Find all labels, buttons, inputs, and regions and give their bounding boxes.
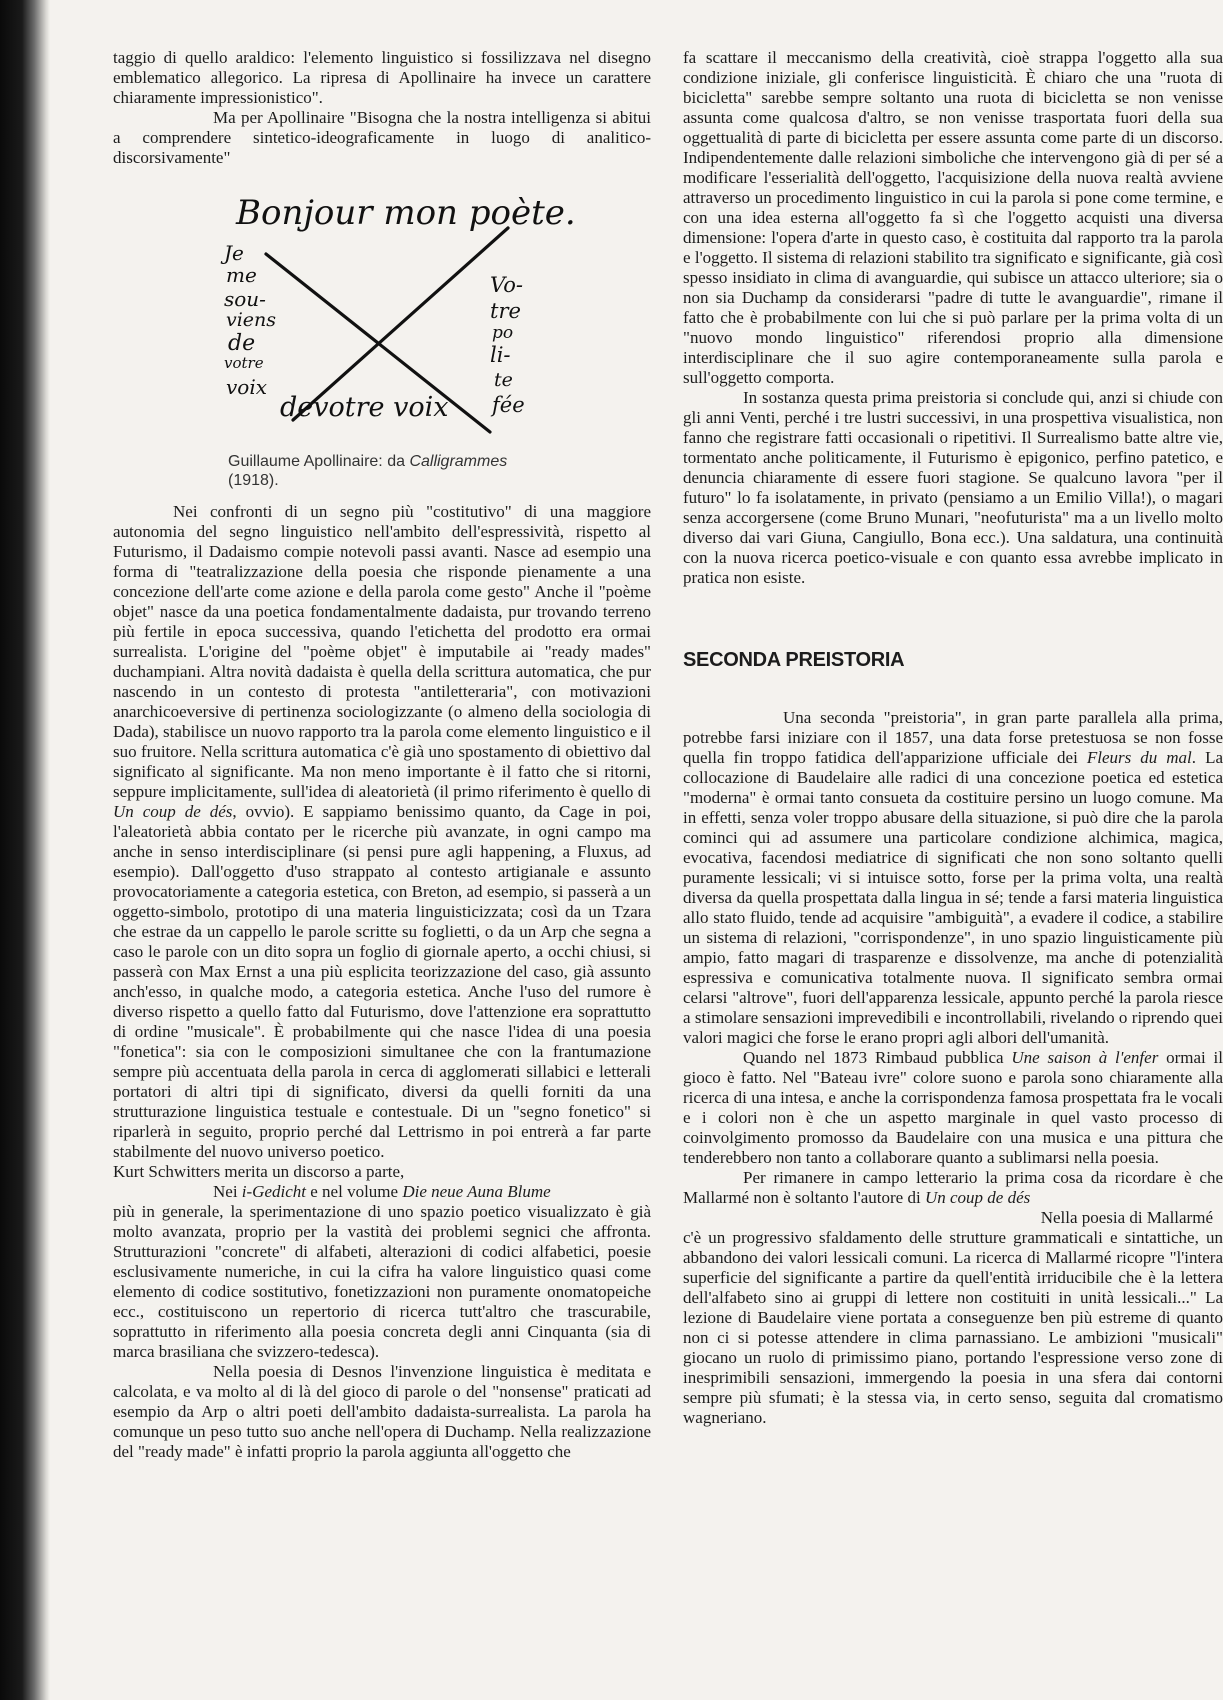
- left-paragraph-5: [113, 1182, 651, 1202]
- right-paragraph-5-italic: Un coup de dés: [924, 1188, 1031, 1207]
- left-paragraph-6: Nella poesia di Desnos l'invenzione linguistica è meditata e calcolata, e va molto al di là del gioco di parole o del "nonsense" praticati ad esempio da Arp o altri poeti dell'ambito dadaista-surrealista. La parola ha comunque un peso tutto suo anche nell'opera di Duchamp. Nella realizzazione del "ready made" è infatti proprio la parola aggiunta all'oggetto che: [113, 1362, 651, 1461]
- right-paragraph-2: In sostanza questa prima preistoria si conclude qui, anzi si chiude con gli anni Venti, perché i tre lustri successivi, in una prospettiva visualistica, non fanno che registrare fatti occasionali o ripetitivi. Il Surrealismo batte altre vie, tormentato anche politicamente, il Futurismo è epigonico, perfino patetico, e denuncia chiaramente di essere fuori stagione. Se qualcuno lavora "per il futuro" lo fa isolatamente, in privato (pensiamo a un Emilio Villa!), o magari senza accorgersene (come Bruno Munari, "neofuturista" ma a un livello molto diverso dai vari Giuna, Cangiullo, Bona ecc.). Una saldatura, una continuità con la nuova ricerca poetico-visuale e con quanto essa avrebbe implicato in pratica non esiste.: [683, 388, 1223, 587]
- left-paragraph-5-lead: Nei: [213, 1182, 242, 1201]
- right-paragraph-3-italic: Fleurs du mal: [1086, 748, 1192, 767]
- right-column: [683, 48, 1223, 1428]
- calligram-right-word-4: li-: [490, 343, 511, 367]
- calligram-right-word-6: fée: [492, 393, 525, 417]
- left-paragraph-4: Kurt Schwitters merita un discorso a parte,: [113, 1162, 405, 1181]
- calligram-left-word-7: voix: [226, 375, 268, 399]
- right-paragraph-5-text: Per rimanere in campo letterario la prima cosa da ricordare è che Mallarmé non è soltanto l'autore di: [683, 1168, 1223, 1207]
- caption-title: Calligrammes: [409, 453, 508, 470]
- calligram-right-word-2: tre: [490, 299, 521, 323]
- left-paragraph-5-italic-2: Die neue Auna Blume: [402, 1182, 551, 1201]
- left-paragraph-3-text: Nei confronti di un segno più "costitutivo" di una maggiore autonomia del segno linguistico nell'ambito dell'espressività, rispetto al Futurismo, il Dadaismo compie notevoli passi avanti. Nasce ad esempio una forma di "teatralizzazione della poesia che risponde pienamente a una concezione dell'arte come azione e della parola come gesto" Anche il "poème objet" nasce da una poetica fondamentalmente dadaista, pur trovando terreno più fertile in epoca successiva, quando l'etichetta del prodotto era ormai surrealista. L'origine del "poème objet" è imputabile ai "ready mades" duchampiani. Altra novità dadaista è quella della scrittura automatica, che pur nascendo in un contesto di protesta "antiletteraria", con motivazioni anarchicoeversive di pertinenza sociologizzante (o almeno della sociologia di Dada), stabilisce un nuovo rapporto tra la parola come elemento linguistico e il suo fruitore. Nella scrittura automatica c'è già uno spostamento di obiettivo dal significato al significante. Ma non meno importante è il fatto che si ritorni, seppure implicitamente, sull'idea di aleatorietà (il primo riferimento è quello di: [113, 502, 651, 801]
- right-paragraph-3-text: Una seconda "preistoria", in gran parte parallela alla prima, potrebbe farsi iniziare con il 1857, una data forse pretestuosa se non fosse quella fin troppo fatidica dell'apparizione ufficiale dei: [683, 708, 1223, 767]
- right-paragraph-3-continuation: . La collocazione di Baudelaire alle radici di una concezione poetica ed estetica "moderna" è ormai tanto consueta da costituire persino un luogo comune. Ma in effetti, senza voler troppo abusare della situazione, si può dire che la parola cominci qui ad assumere una particolare condizione alchimica, magica, evocativa, facendosi mediatrice di significati che non sono soltanto quelli puramente lessicali; vi si intuisce sotto, forse per la prima volta, una realtà diversa da quella prospettata dalla lingua in sé; tende a farsi materia linguistica allo stato fluido, tende ad acquisire "ambiguità", a evadere il codice, a stabilire un sistema di relazioni, "corrispondenze", in uno spazio linguisticamente più ampio, fatto magari di trasparenze e dissolvenze, ma anche di potenzialità espressiva e comunicativa totalmente nuova. Il significato sembra ormai celarsi "altrove", fuori dell'apparenza lessicale, appunto perché la parola riesce a stimolare sensazioni imprevedibili e incontrollabili, rivelando o riprendo quei valori magici che forse le erano propri agli albori dell'umanità.: [683, 748, 1223, 1047]
- right-paragraph-6-lead: Nella poesia di Mallarmé: [1040, 1208, 1213, 1227]
- calligram-top-line: Bonjour mon poète.: [236, 193, 576, 233]
- right-paragraph-1: fa scattare il meccanismo della creatività, cioè strappa l'oggetto alla sua condizione iniziale, gli conferisce linguisticità. È chiaro che una "ruota di bicicletta" sarebbe sempre soltanto una ruota di bicicletta se non venisse assunta come qualcosa d'altro, se non venisse trasportata fuori della sua oggettualità di parte di bicicletta per essere assunta come parte di un discorso. Indipendentemente dalle relazioni simboliche che intervengono già di per sé a modificare l'esserialità dell'oggetto, l'acquisizione della nuova realtà avviene attraverso un procedimento linguistico in cui la parola si pone come termine, e con una idea esterna all'oggetto fa sì che l'oggetto acquisti una diversa dimensione: l'opera d'arte in questo caso, è costituita dal rapporto tra la parola e l'oggetto. Il sistema di relazioni stabilito tra significato e significante, già così spesso insidiato in clima di avanguardie, qui subisce un attacco ulteriore; sia o non sia Duchamp da considerarsi "padre di tutte le avanguardie", rimane il fatto che è probabilmente con lui che si può parlare per la prima volta di un "nuovo mondo linguistico" riferendosi proprio alla dimensione interdisciplinare che il suo agire contemporaneamente sulla parola e sull'oggetto comporta.: [683, 48, 1223, 387]
- calligram-left-word-1: Je: [224, 241, 244, 265]
- left-paragraph-3-continuation: , ovvio). E sappiamo benissimo quanto, da Cage in poi, l'aleatorietà abbia contato per le ricerche più avanzate, in ogni campo ma anche in senso interdisciplinare (si pensi pure agli happening, a Fluxus, ad esempio). Dall'oggetto d'uso strappato al contesto artigianale e assunto provocatoriamente a categoria estetica, con Breton, ad esempio, si passerà a un oggetto-simbolo, prototipo di una materia linguisticizzata; così da un Tzara che estrae da un cappello le parole scritte su foglietti, o da un Arp che segna a caso le parole con un dito sopra un foglio di giornale aperto, a occhi chiusi, si passerà con Max Ernst a una più esplicita teorizzazione del caso, già assunto anch'esso, in qualche modo, a categoria estetica. Anche l'uso del rumore è diverso rispetto a quello fatto dal Futurismo, dove l'attenzione era soprattutto di ordine "musicale". È probabilmente qui che nasce l'idea di una poesia "fonetica": sia con le composizioni simultanee che con la frantumazione sempre più accentuata della parola in cerca di agglomerati sillabici e letterali portatori di altri tipi di significato, diversi da quelli forniti da una strutturazione linguistica testuale e contestuale. Di un "segno fonetico" si riparlerà in seguito, proprio perché dal Lettrismo in poi entrerà a far parte stabilmente del nuovo universo poetico.: [113, 802, 652, 1161]
- left-paragraph-2: Ma per Apollinaire "Bisogna che la nostra intelligenza si abitui a comprendere sintetico-ideograficamente in luogo di analitico-discorsivamente": [113, 108, 651, 167]
- left-paragraph-1: taggio di quello araldico: l'elemento linguistico si fossilizzava nel disegno emblematico allegorico. La ripresa di Apollinaire ha invece un carattere chiaramente impressionistico".: [113, 48, 651, 107]
- caption-year: (1918).: [228, 472, 279, 489]
- calligram-left-word-2: me: [226, 263, 257, 287]
- calligram-figure: [113, 182, 651, 502]
- calligram-right-word-3: po: [492, 323, 514, 343]
- calligram-drawing: [218, 182, 576, 442]
- calligram-left-word-5: de: [228, 331, 256, 356]
- figure-caption: [228, 452, 548, 490]
- left-paragraph-3-italic: Un coup de dés: [113, 802, 233, 821]
- left-paragraph-3: [113, 502, 651, 1162]
- calligram-left-word-6: votre: [224, 354, 264, 372]
- right-paragraph-6: c'è un progressivo sfaldamento delle strutture grammaticali e sintattiche, un abbandono dei valori lessicali comuni. La ricerca di Mallarmé ricopre "l'intera superficie del significante a partire da quell'entità irriducibile che è la lettera dell'alfabeto sino ai gruppi di lettere non costituiti in unità lessicali..." La lezione di Baudelaire viene portata a conseguenze ben più estreme di quanto non ci si potesse attendere in clima parnassiano. Le ambizioni "musicali" giocano un ruolo di primissimo piano, portando l'espressione verso zone di inesprimibili sensazioni, immergendo la poesia in una sfera dai contorni sempre più sfumati; è la stessa via, in certo senso, seguita dal cromatismo wagneriano.: [683, 1228, 1223, 1427]
- left-paragraph-5-mid: e nel volume: [306, 1182, 403, 1201]
- right-paragraph-4-lead: Quando nel 1873 Rimbaud pubblica: [743, 1048, 1012, 1067]
- calligram-left-word-3: sou-: [224, 287, 266, 311]
- left-column: [113, 48, 651, 1462]
- left-paragraph-5-italic-1: i-Gedicht: [241, 1182, 306, 1201]
- left-paragraph-5-body: più in generale, la sperimentazione di uno spazio poetico visualizzato è già molto avanzata, proprio per la vastità dei problemi segnici che affronta. Strutturazioni "concrete" di alfabeti, alterazioni di codici alfabetici, poesie esclusivamente numeriche, in cui la cifra ha valore linguistico quasi come elemento di codice sostitutivo, fonetizzazioni non puramente onomatopeiche ecc., costituiscono un repertorio di ricerca tutt'altro che trascurabile, soprattutto in riferimento alla poesia concreta degli anni Cinquanta (sia di marca brasiliana che svizzero-tedesca).: [113, 1202, 651, 1361]
- right-paragraph-4: [683, 1048, 1223, 1168]
- right-paragraph-3: [683, 708, 1223, 1048]
- right-paragraph-4-text: ormai il gioco è fatto. Nel "Bateau ivre" colore suono e parola sono chiaramente alla ricerca di una intesa, e anche la corrispondenza famosa prospettata fra le vocali e i colori non è che un aspetto marginale in quel vasto processo di coinvolgimento promosso da Baudelaire con una musica e una pittura che tenderebbero non tanto a collaborare quanto a sublimarsi nella poesia.: [683, 1048, 1223, 1167]
- calligram-bottom-line: devotre voix: [280, 392, 449, 423]
- caption-author: Guillaume Apollinaire: da: [228, 453, 410, 470]
- book-spine-shadow: [0, 0, 50, 1700]
- calligram-left-word-4: viens: [226, 309, 277, 331]
- right-paragraph-5: [683, 1168, 1223, 1208]
- calligram-right-word-1: Vo-: [490, 273, 523, 297]
- calligram-right-word-5: te: [494, 369, 513, 391]
- right-column-clip: [683, 0, 1223, 1700]
- section-title: SECONDA PREISTORIA: [683, 649, 905, 671]
- right-paragraph-4-italic: Une saison à l'enfer: [1011, 1048, 1159, 1067]
